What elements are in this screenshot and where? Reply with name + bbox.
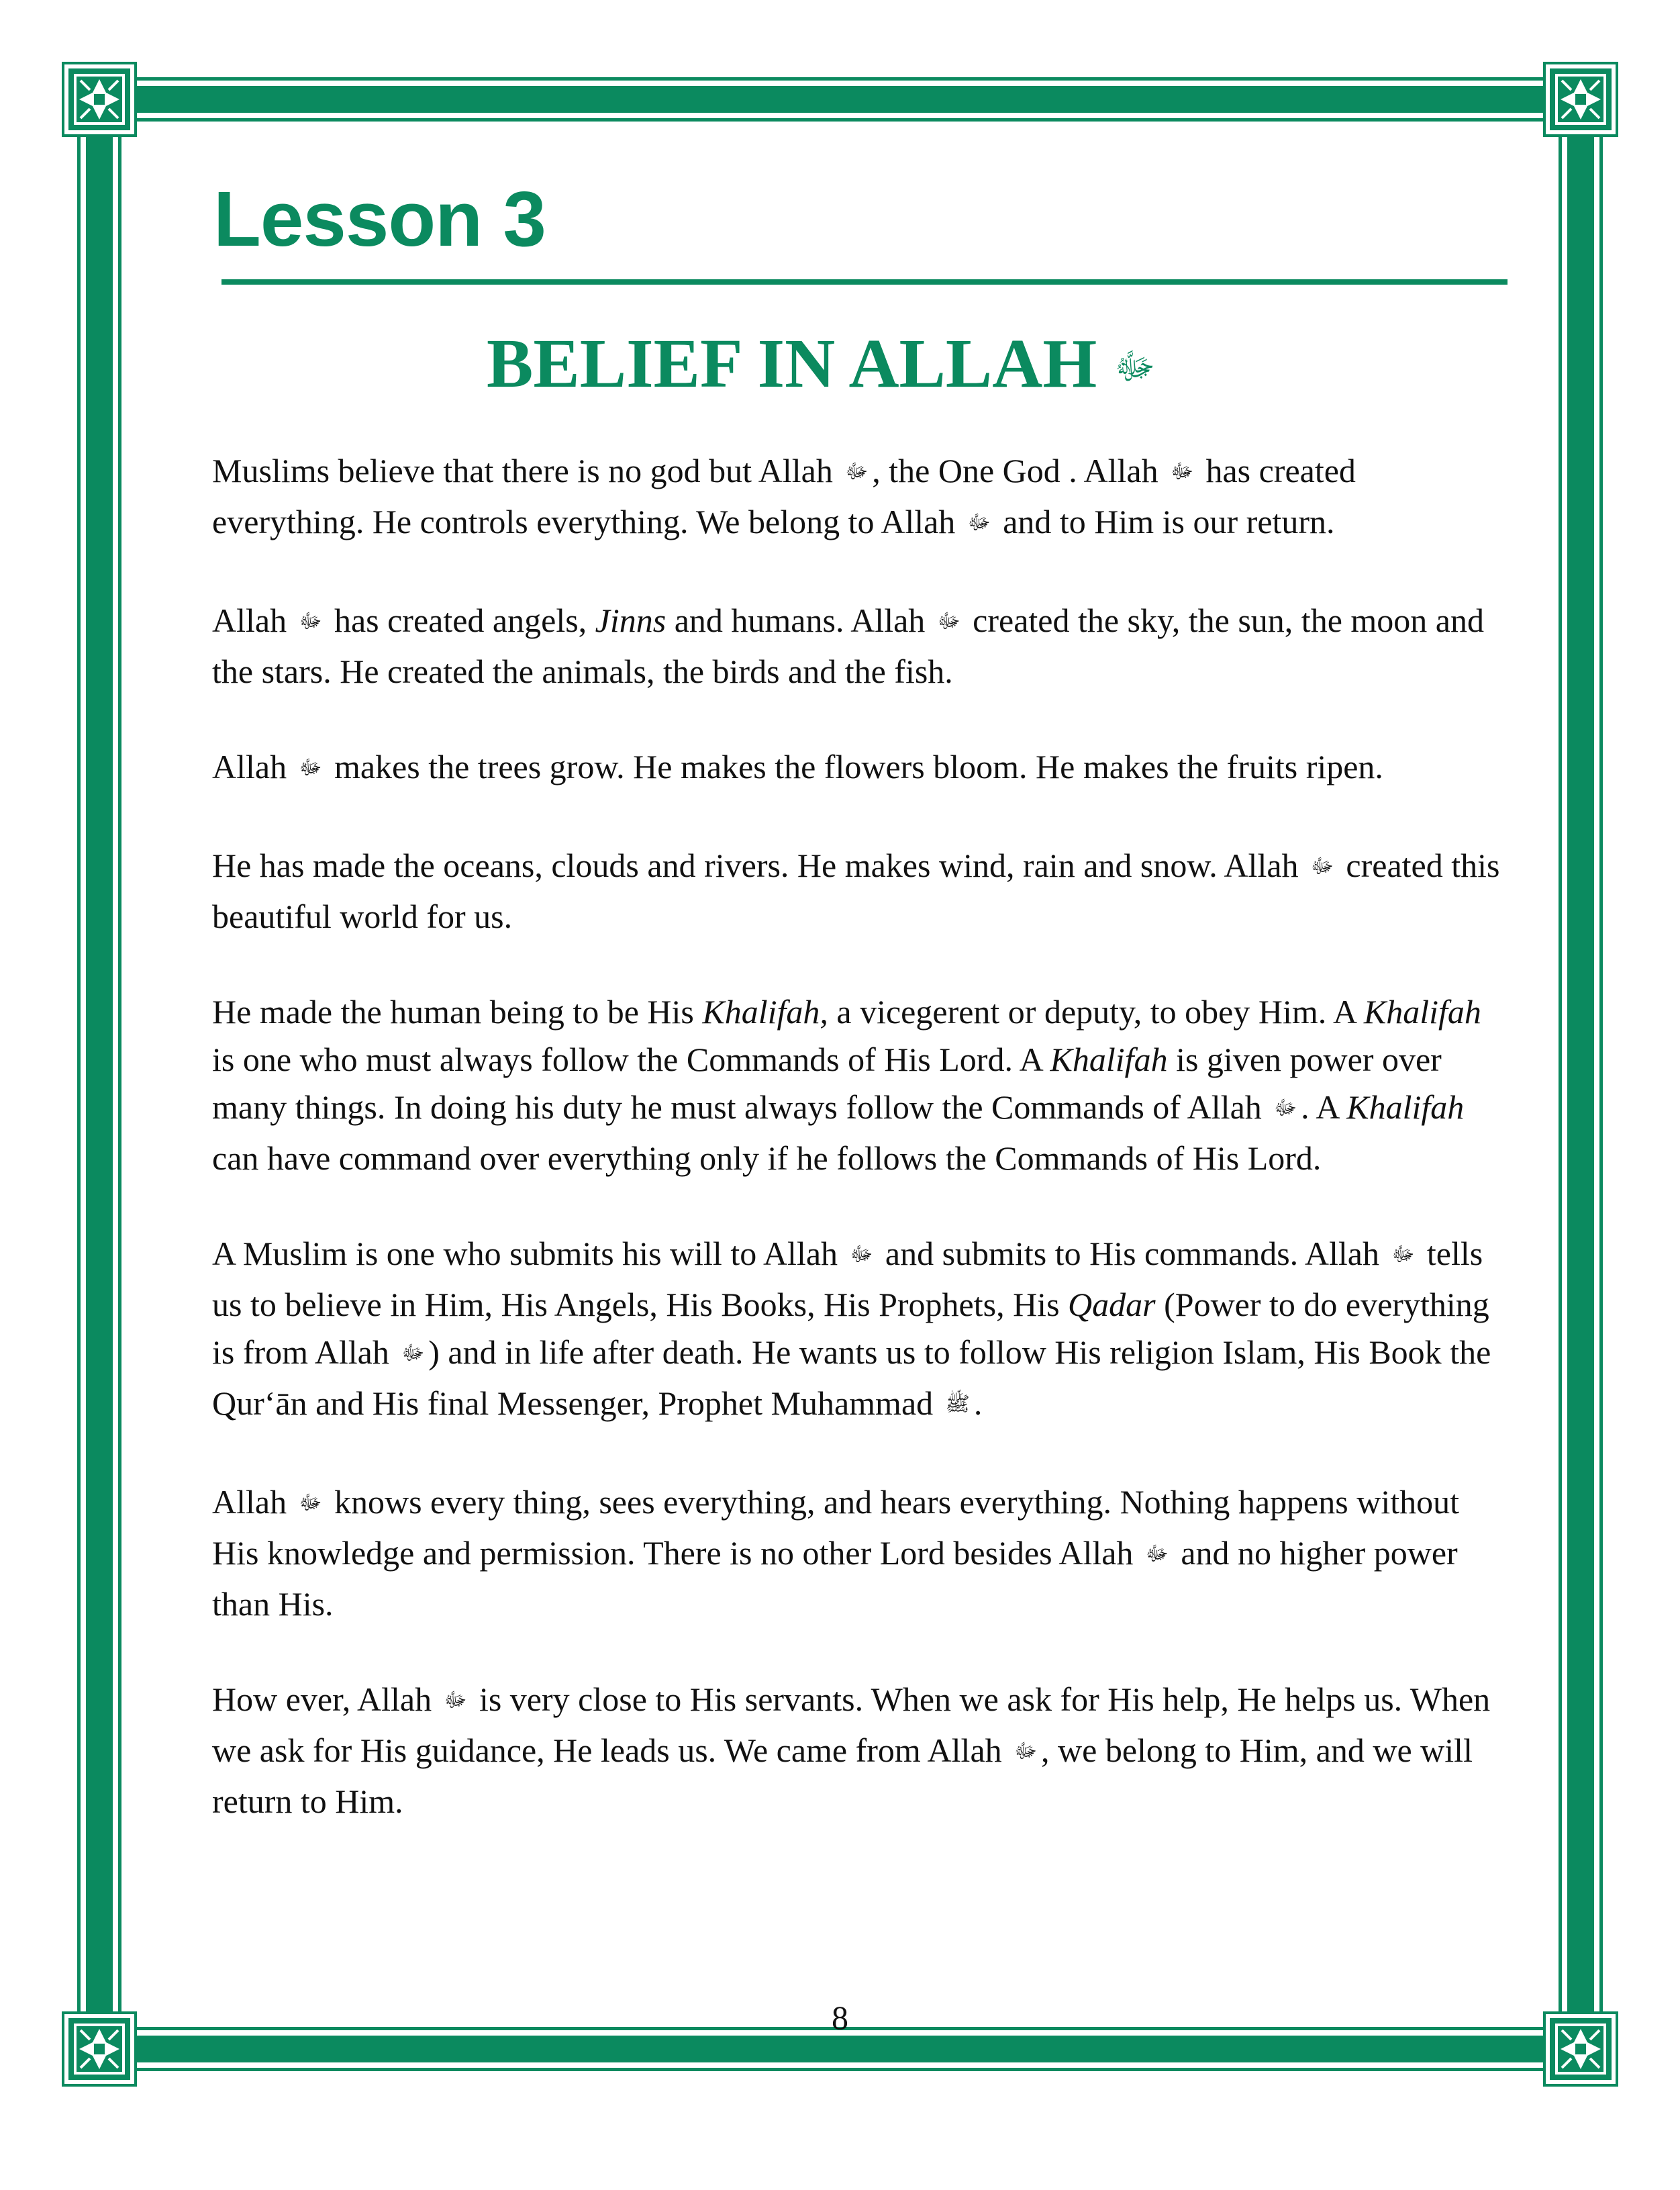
paragraph-7 — [212, 1478, 1508, 1628]
paragraph-6 — [212, 1230, 1508, 1431]
text-span: , we belong to Him, and we will return to Him. — [212, 1731, 1473, 1821]
text-span: (Power to do everything is from Allah — [212, 1286, 1489, 1372]
text-span: has created everything. He controls everything. We belong to Allah — [212, 452, 1356, 541]
honorific-swt-icon: ﷻ — [937, 610, 960, 634]
text-span: Allah — [212, 748, 287, 786]
honorific-swt-icon: ﷻ — [845, 460, 869, 484]
text-span: A Muslim is one who submits his will to Allah — [212, 1235, 838, 1273]
honorific-swt-icon: ﷻ — [1171, 460, 1193, 484]
text-span: He has made the oceans, clouds and rivers. He makes wind, rain and snow. Allah — [212, 847, 1299, 885]
text-span: How ever, Allah — [212, 1680, 432, 1719]
italic-term: Khalifah — [1363, 993, 1481, 1031]
honorific-swt-icon: ﷻ — [299, 756, 322, 780]
text-span: created the sky, the sun, the moon and the stars. He created the animals, the birds and the fish. — [212, 602, 1484, 691]
honorific-swt-icon: ﷻ — [299, 1491, 322, 1515]
honorific-swt-icon: ﷻ — [401, 1341, 425, 1366]
text-span: Allah — [212, 1483, 287, 1521]
text-span: is given power over many things. In doing his duty he must always follow the Commands of Allah — [212, 1041, 1442, 1127]
lesson-body — [212, 447, 1508, 1873]
corner-ornament-icon — [64, 64, 134, 134]
lesson-title: Lesson 3 — [213, 175, 546, 263]
text-span: . — [973, 1384, 983, 1423]
text-span: . A — [1301, 1088, 1338, 1127]
honorific-swt-icon: ﷻ — [1145, 1542, 1169, 1566]
honorific-swt-icon: ﷻ — [299, 610, 322, 634]
honorific-pbuh-icon: ﷺ — [945, 1392, 970, 1417]
page-heading — [487, 325, 1156, 402]
text-span: created this beautiful world for us. — [212, 847, 1500, 936]
greek-key-border-top — [121, 79, 1559, 120]
page-number: 8 — [832, 1999, 848, 2036]
text-span: and no higher power than His. — [212, 1534, 1458, 1623]
honorific-swt-icon: ﷻ — [1391, 1243, 1415, 1267]
text-span: has created angels, — [334, 602, 587, 640]
text-span: can have command over everything only if he follows the Commands of His Lord. — [212, 1139, 1322, 1178]
italic-term: Qadar — [1068, 1286, 1156, 1324]
text-span: is one who must always follow the Commands of His Lord. A — [212, 1041, 1042, 1079]
heading-text: BELIEF IN ALLAH — [487, 325, 1097, 402]
text-span: knows every thing, sees everything, and hears everything. Nothing happens without His knowledge and permission. There is no other Lord besides Allah — [212, 1483, 1459, 1572]
italic-term: Khalifah, — [702, 993, 828, 1031]
text-span: He made the human being to be His — [212, 993, 694, 1031]
paragraph-8 — [212, 1676, 1508, 1825]
honorific-swt-icon: ﷻ — [1014, 1740, 1038, 1764]
italic-term: Khalifah — [1050, 1041, 1168, 1079]
paragraph-1 — [212, 447, 1508, 549]
text-span: and humans. Allah — [674, 602, 926, 640]
title-divider — [221, 279, 1508, 285]
paragraph-4 — [212, 842, 1508, 941]
paragraph-2 — [212, 597, 1508, 696]
text-span: Allah — [212, 602, 287, 640]
honorific-swt-icon: ﷻ — [1274, 1096, 1297, 1121]
honorific-swt-icon: ﷻ — [444, 1688, 467, 1713]
text-span: a vicegerent or deputy, to obey Him. A — [836, 993, 1356, 1031]
paragraph-3 — [212, 743, 1508, 794]
text-span: Muslims believe that there is no god but Allah — [212, 452, 833, 489]
honorific-swt-icon: ﷻ — [1311, 855, 1334, 879]
text-span: ) and in life after death. He wants us to follow His religion Islam, His Book the Qur‘ān and His final Messenger, Prophet Muhammad — [212, 1333, 1491, 1423]
text-span: and to Him is our return. — [1003, 503, 1335, 541]
text-span: and submits to His commands. Allah — [885, 1235, 1379, 1273]
honorific-swt-icon: ﷻ — [850, 1243, 873, 1267]
greek-key-border-left — [79, 121, 119, 2015]
greek-key-border-right — [1561, 121, 1601, 2015]
paragraph-5 — [212, 988, 1508, 1182]
text-span: tells us to believe in Him, His Angels, His Books, His Prophets, His — [212, 1235, 1483, 1324]
honorific-swt-icon: ﷻ — [1114, 345, 1156, 388]
honorific-swt-icon: ﷻ — [967, 511, 991, 535]
text-span: makes the trees grow. He makes the flowers bloom. He makes the fruits ripen. — [334, 748, 1383, 786]
corner-ornament-icon — [1546, 64, 1616, 134]
text-span: , the One God . Allah — [872, 452, 1158, 489]
italic-term: Jinns — [595, 602, 666, 640]
italic-term: Khalifah — [1346, 1088, 1465, 1127]
text-span: is very close to His servants. When we ask for His help, He helps us. When we ask for His guidance, He leads us. We came from Allah — [212, 1680, 1491, 1770]
